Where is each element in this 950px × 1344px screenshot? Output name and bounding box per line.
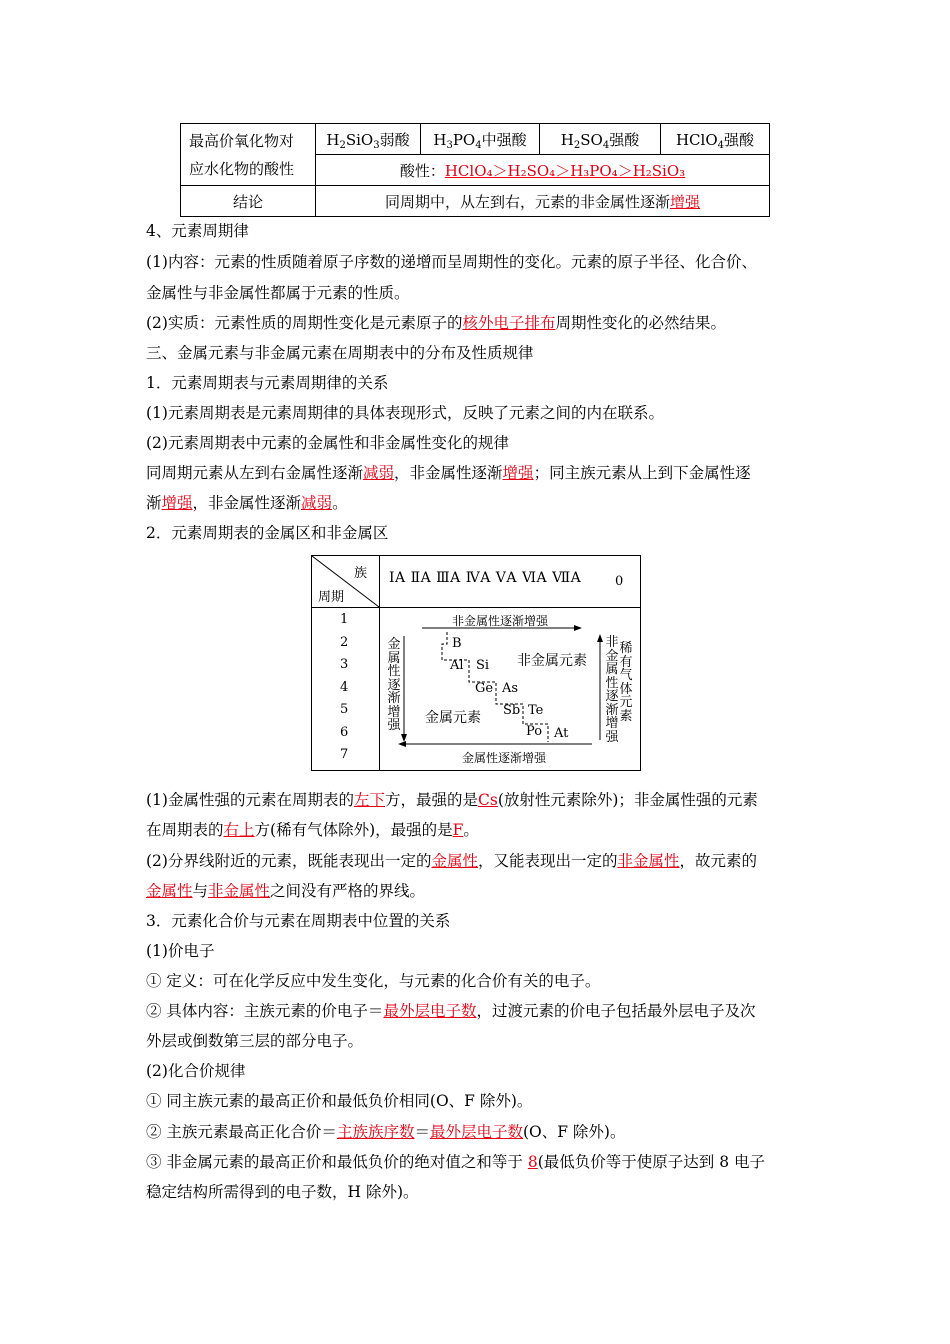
law-content-line1: (1)内容：元素的性质随着原子序数的递增而呈周期性的变化。元素的原子半径、化合价、 — [146, 253, 757, 271]
element-at: At — [554, 726, 569, 741]
periodic-region-diagram — [311, 555, 641, 771]
period-2: 2 — [340, 635, 349, 650]
valence-rule-title: (2)化合价规律 — [146, 1062, 246, 1080]
heading-3: 3．元素化合价与元素在周期表中位置的关系 — [146, 912, 451, 930]
relation-line2: (2)元素周期表中元素的金属性和非金属性变化的规律 — [146, 434, 509, 452]
element-ge: Ge — [475, 681, 494, 696]
element-sb: Sb — [503, 703, 521, 718]
top-arrow-head — [574, 625, 582, 631]
acid-cell-h3po4: $H_3PO_4$中强酸 — [421, 124, 540, 155]
heading-2: 2．元素周期表的金属区和非金属区 — [146, 524, 389, 542]
right-vertical-label: 非金属性逐渐增强 — [605, 635, 619, 745]
law-essence-line: (2)实质：元素性质的周期性变化是元素原子的核外电子排布周期性变化的必然结果。 — [146, 314, 726, 332]
distribution-line1: (1)金属性强的元素在周期表的左下方，最强的是Cs(放射性元素除外)；非金属性强的元素 — [146, 791, 758, 809]
period-7: 7 — [340, 747, 349, 762]
valence-title: (1)价电子 — [146, 942, 215, 960]
period-1: 1 — [340, 612, 349, 627]
right-arrow-head — [597, 634, 603, 642]
relation-line1: (1)元素周期表是元素周期律的具体表现形式，反映了元素之间的内在联系。 — [146, 404, 664, 422]
acidity-order-cell — [316, 155, 770, 186]
conclusion-label: 结论 — [181, 186, 316, 217]
law-content-line2: 金属性与非金属性都属于元素的性质。 — [146, 284, 410, 302]
acidity-order: HClO₄＞H₂SO₄＞H₃PO₄＞H₂SiO₃ — [444, 161, 686, 180]
period-5: 5 — [340, 702, 349, 717]
section-title-three: 三、金属元素与非金属元素在周期表中的分布及性质规律 — [146, 344, 534, 362]
group-numbers: ⅠA ⅡA ⅢA ⅣA ⅤA ⅥA ⅦA — [389, 570, 582, 586]
trend-line1: 同周期元素从左到右金属性逐渐减弱，非金属性逐渐增强；同主族元素从上到下金属性逐 — [146, 464, 751, 482]
acid-cell-h2sio3: $H_2SiO_3$弱酸 — [316, 124, 421, 155]
row-header-line2: 应水化物的酸性 — [189, 159, 295, 178]
group-label: 族 — [354, 566, 368, 581]
noble-gas-label: 稀有气体元素 — [619, 641, 633, 724]
row-header-line1: 最高价氧化物对 — [189, 131, 295, 150]
table-row-header — [181, 124, 316, 186]
period-label: 周期 — [318, 590, 345, 605]
valence-rule-2: ② 主族元素最高正化合价＝主族族序数＝最外层电子数(O、F 除外)。 — [146, 1123, 626, 1141]
acid-cell-hclo4: HClO$_4$强酸 — [661, 124, 770, 155]
boundary-line2: 金属性与非金属性之间没有严格的界线。 — [146, 882, 426, 900]
acidity-label: 酸性： — [399, 161, 445, 180]
conclusion-cell: 同周期中，从左到右，元素的非金属性逐渐增强 — [316, 186, 770, 217]
distribution-line2: 在周期表的右上方(稀有气体除外)，最强的是F。 — [146, 821, 479, 839]
acid-cell-h2so4: $H_2SO_4$强酸 — [540, 124, 661, 155]
valence-rule-3-line2: 稳定结构所需得到的电子数，H 除外)。 — [146, 1183, 419, 1201]
valence-definition: ① 定义：可在化学反应中发生变化，与元素的化合价有关的电子。 — [146, 972, 601, 990]
group-zero: 0 — [615, 574, 624, 589]
answer-electron-arrangement: 核外电子排布 — [462, 314, 556, 332]
bottom-arrow-label: 金属性逐渐增强 — [462, 751, 547, 765]
valence-rule-3-line1: ③ 非金属元素的最高正价和最低负价的绝对值之和等于 8(最低负价等于使原子达到 8 电子 — [146, 1153, 765, 1171]
trend-line2: 渐增强，非金属性逐渐减弱。 — [146, 494, 348, 512]
metal-region-label: 金属元素 — [425, 710, 481, 726]
acidity-table — [180, 123, 770, 217]
element-te: Te — [528, 703, 544, 718]
top-arrow-label: 非金属性逐渐增强 — [452, 614, 549, 628]
section-title-periodic-law: 4、元素周期律 — [146, 222, 249, 240]
heading-1: 1．元素周期表与元素周期律的关系 — [146, 374, 389, 392]
conclusion-answer: 增强 — [670, 192, 701, 211]
element-as: As — [502, 681, 519, 696]
nonmetal-region-label: 非金属元素 — [517, 653, 587, 669]
period-3: 3 — [340, 657, 349, 672]
element-b: B — [452, 636, 462, 651]
boundary-line1: (2)分界线附近的元素，既能表现出一定的金属性，又能表现出一定的非金属性，故元素的 — [146, 852, 758, 870]
valence-rule-1: ① 同主族元素的最高正价和最低负价相同(O、F 除外)。 — [146, 1092, 533, 1110]
header-divider-v — [379, 556, 380, 770]
element-al: Al — [450, 658, 464, 673]
bottom-arrow-head — [398, 741, 406, 747]
element-si: Si — [476, 658, 490, 673]
element-po: Po — [526, 724, 543, 739]
period-4: 4 — [340, 680, 349, 695]
period-6: 6 — [340, 725, 349, 740]
header-divider-h — [312, 607, 640, 608]
valence-content-line2: 外层或倒数第三层的部分电子。 — [146, 1032, 364, 1050]
left-vertical-label: 金属性逐渐增强 — [387, 637, 401, 733]
left-arrow-head — [401, 734, 407, 742]
valence-content-line1: ② 具体内容：主族元素的价电子＝最外层电子数，过渡元素的价电子包括最外层电子及次 — [146, 1002, 756, 1020]
